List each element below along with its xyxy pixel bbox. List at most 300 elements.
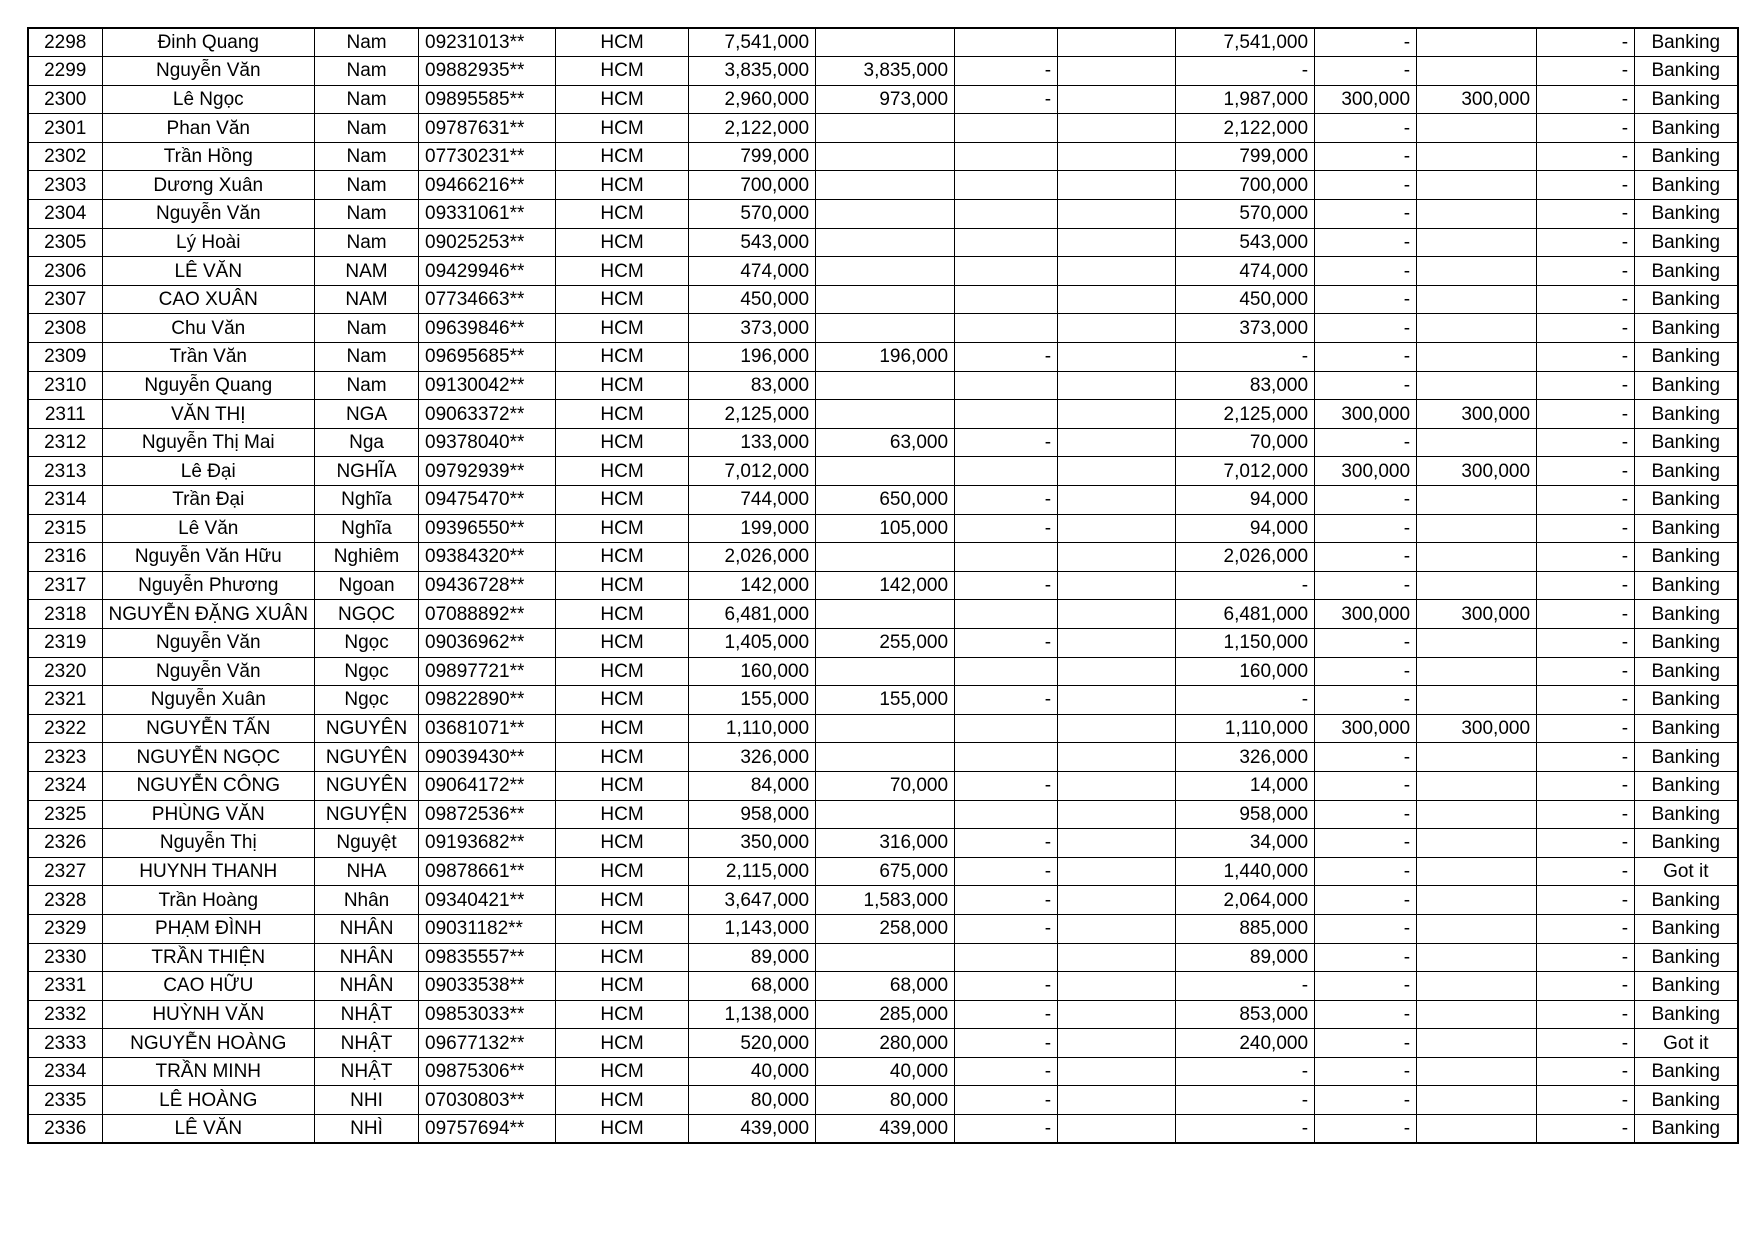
total-amount-cell: 89,000: [689, 943, 816, 972]
total-amount-cell: 2,122,000: [689, 114, 816, 143]
amount-col-8-cell: -: [955, 343, 1058, 372]
payment-method-cell: Banking: [1635, 1086, 1738, 1115]
city-cell: HCM: [556, 142, 689, 171]
payment-method-cell: Got it: [1635, 857, 1738, 886]
phone-cell: 09064172**: [419, 771, 556, 800]
amount-col-12-cell: [1417, 285, 1537, 314]
amount-col-9-cell: [1058, 285, 1176, 314]
amount-col-10-cell: 700,000: [1176, 171, 1315, 200]
table-row: [28, 114, 1738, 143]
row-number-cell: 2328: [28, 886, 102, 915]
table-row: [28, 1000, 1738, 1029]
city-cell: HCM: [556, 800, 689, 829]
amount-col-13-cell: -: [1537, 486, 1635, 515]
table-row: [28, 914, 1738, 943]
amount-col-9-cell: [1058, 657, 1176, 686]
row-number-cell: 2333: [28, 1029, 102, 1058]
table-row: [28, 85, 1738, 114]
first-name-cell: Ngọc: [315, 628, 419, 657]
amount-col-9-cell: [1058, 400, 1176, 429]
amount-col-12-cell: [1417, 543, 1537, 572]
payment-method-cell: Banking: [1635, 114, 1738, 143]
amount-col-13-cell: -: [1537, 314, 1635, 343]
amount-col-10-cell: -: [1176, 1115, 1315, 1144]
amount-col-10-cell: 2,122,000: [1176, 114, 1315, 143]
city-cell: HCM: [556, 686, 689, 715]
first-name-cell: NHẬT: [315, 1029, 419, 1058]
amount-col-8-cell: [955, 200, 1058, 229]
amount-col-13-cell: -: [1537, 829, 1635, 858]
city-cell: HCM: [556, 85, 689, 114]
amount-col-7-cell: [816, 171, 955, 200]
amount-col-8-cell: -: [955, 1086, 1058, 1115]
phone-cell: 07030803**: [419, 1086, 556, 1115]
total-amount-cell: 80,000: [689, 1086, 816, 1115]
city-cell: HCM: [556, 257, 689, 286]
city-cell: HCM: [556, 886, 689, 915]
amount-col-12-cell: [1417, 972, 1537, 1001]
city-cell: HCM: [556, 228, 689, 257]
last-name-cell: Lý Hoài: [102, 228, 315, 257]
total-amount-cell: 799,000: [689, 142, 816, 171]
amount-col-8-cell: [955, 743, 1058, 772]
amount-col-10-cell: 1,440,000: [1176, 857, 1315, 886]
amount-col-10-cell: 958,000: [1176, 800, 1315, 829]
row-number-cell: 2329: [28, 914, 102, 943]
first-name-cell: Nam: [315, 228, 419, 257]
amount-col-12-cell: [1417, 914, 1537, 943]
amount-col-8-cell: [955, 714, 1058, 743]
amount-col-7-cell: [816, 142, 955, 171]
first-name-cell: Nam: [315, 114, 419, 143]
phone-cell: 09882935**: [419, 57, 556, 86]
amount-col-11-cell: -: [1315, 28, 1417, 57]
last-name-cell: CAO XUÂN: [102, 285, 315, 314]
amount-col-7-cell: [816, 657, 955, 686]
first-name-cell: NHÂN: [315, 914, 419, 943]
amount-col-9-cell: [1058, 1086, 1176, 1115]
amount-col-9-cell: [1058, 1000, 1176, 1029]
row-number-cell: 2316: [28, 543, 102, 572]
amount-col-10-cell: 326,000: [1176, 743, 1315, 772]
amount-col-13-cell: -: [1537, 285, 1635, 314]
amount-col-13-cell: -: [1537, 1000, 1635, 1029]
first-name-cell: Ngọc: [315, 686, 419, 715]
payment-method-cell: Banking: [1635, 343, 1738, 372]
table-row: [28, 1029, 1738, 1058]
amount-col-9-cell: [1058, 228, 1176, 257]
amount-col-13-cell: -: [1537, 1057, 1635, 1086]
phone-cell: 09231013**: [419, 28, 556, 57]
amount-col-11-cell: -: [1315, 428, 1417, 457]
phone-cell: 09039430**: [419, 743, 556, 772]
first-name-cell: NAM: [315, 285, 419, 314]
phone-cell: 03681071**: [419, 714, 556, 743]
amount-col-8-cell: [955, 657, 1058, 686]
city-cell: HCM: [556, 57, 689, 86]
amount-col-12-cell: [1417, 943, 1537, 972]
city-cell: HCM: [556, 771, 689, 800]
amount-col-12-cell: [1417, 857, 1537, 886]
payment-method-cell: Banking: [1635, 514, 1738, 543]
first-name-cell: Nam: [315, 314, 419, 343]
amount-col-9-cell: [1058, 257, 1176, 286]
first-name-cell: NHÂN: [315, 943, 419, 972]
amount-col-8-cell: -: [955, 1000, 1058, 1029]
total-amount-cell: 1,110,000: [689, 714, 816, 743]
city-cell: HCM: [556, 943, 689, 972]
amount-col-9-cell: [1058, 28, 1176, 57]
city-cell: HCM: [556, 914, 689, 943]
amount-col-13-cell: -: [1537, 943, 1635, 972]
amount-col-12-cell: [1417, 514, 1537, 543]
amount-col-7-cell: [816, 228, 955, 257]
first-name-cell: Nam: [315, 85, 419, 114]
amount-col-9-cell: [1058, 200, 1176, 229]
amount-col-11-cell: -: [1315, 886, 1417, 915]
total-amount-cell: 744,000: [689, 486, 816, 515]
amount-col-12-cell: 300,000: [1417, 457, 1537, 486]
amount-col-10-cell: 14,000: [1176, 771, 1315, 800]
amount-col-10-cell: 2,026,000: [1176, 543, 1315, 572]
payment-method-cell: Banking: [1635, 228, 1738, 257]
city-cell: HCM: [556, 400, 689, 429]
amount-col-12-cell: [1417, 771, 1537, 800]
row-number-cell: 2323: [28, 743, 102, 772]
amount-col-11-cell: -: [1315, 1029, 1417, 1058]
amount-col-8-cell: [955, 171, 1058, 200]
table-row: [28, 714, 1738, 743]
amount-col-9-cell: [1058, 800, 1176, 829]
phone-cell: 09031182**: [419, 914, 556, 943]
amount-col-9-cell: [1058, 943, 1176, 972]
first-name-cell: Nguyệt: [315, 829, 419, 858]
amount-col-13-cell: -: [1537, 914, 1635, 943]
amount-col-11-cell: -: [1315, 914, 1417, 943]
amount-col-9-cell: [1058, 1029, 1176, 1058]
amount-col-9-cell: [1058, 914, 1176, 943]
first-name-cell: Nam: [315, 142, 419, 171]
amount-col-12-cell: [1417, 114, 1537, 143]
amount-col-13-cell: -: [1537, 171, 1635, 200]
city-cell: HCM: [556, 743, 689, 772]
payment-method-cell: Banking: [1635, 743, 1738, 772]
amount-col-10-cell: 450,000: [1176, 285, 1315, 314]
amount-col-13-cell: -: [1537, 200, 1635, 229]
city-cell: HCM: [556, 371, 689, 400]
row-number-cell: 2313: [28, 457, 102, 486]
amount-col-13-cell: -: [1537, 543, 1635, 572]
amount-col-7-cell: 285,000: [816, 1000, 955, 1029]
first-name-cell: Nga: [315, 428, 419, 457]
total-amount-cell: 1,405,000: [689, 628, 816, 657]
amount-col-7-cell: 196,000: [816, 343, 955, 372]
amount-col-13-cell: -: [1537, 514, 1635, 543]
row-number-cell: 2300: [28, 85, 102, 114]
first-name-cell: Nghĩa: [315, 514, 419, 543]
last-name-cell: Chu Văn: [102, 314, 315, 343]
amount-col-11-cell: -: [1315, 57, 1417, 86]
last-name-cell: HUYNH THANH: [102, 857, 315, 886]
city-cell: HCM: [556, 457, 689, 486]
phone-cell: 09853033**: [419, 1000, 556, 1029]
table-row: [28, 829, 1738, 858]
amount-col-10-cell: -: [1176, 1086, 1315, 1115]
phone-cell: 09875306**: [419, 1057, 556, 1086]
phone-cell: 09063372**: [419, 400, 556, 429]
amount-col-9-cell: [1058, 57, 1176, 86]
row-number-cell: 2318: [28, 600, 102, 629]
amount-col-12-cell: [1417, 686, 1537, 715]
amount-col-12-cell: [1417, 486, 1537, 515]
amount-col-13-cell: -: [1537, 85, 1635, 114]
amount-col-7-cell: [816, 457, 955, 486]
amount-col-10-cell: 543,000: [1176, 228, 1315, 257]
total-amount-cell: 83,000: [689, 371, 816, 400]
amount-col-7-cell: [816, 400, 955, 429]
amount-col-13-cell: -: [1537, 714, 1635, 743]
amount-col-12-cell: [1417, 628, 1537, 657]
amount-col-10-cell: 2,064,000: [1176, 886, 1315, 915]
row-number-cell: 2306: [28, 257, 102, 286]
last-name-cell: PHÙNG VĂN: [102, 800, 315, 829]
payment-method-cell: Banking: [1635, 571, 1738, 600]
row-number-cell: 2303: [28, 171, 102, 200]
amount-col-8-cell: -: [955, 428, 1058, 457]
phone-cell: 09677132**: [419, 1029, 556, 1058]
phone-cell: 07730231**: [419, 142, 556, 171]
city-cell: HCM: [556, 714, 689, 743]
first-name-cell: NHẬT: [315, 1000, 419, 1029]
amount-col-8-cell: [955, 543, 1058, 572]
phone-cell: 09475470**: [419, 486, 556, 515]
first-name-cell: Nam: [315, 200, 419, 229]
city-cell: HCM: [556, 1115, 689, 1144]
row-number-cell: 2324: [28, 771, 102, 800]
total-amount-cell: 958,000: [689, 800, 816, 829]
amount-col-8-cell: [955, 371, 1058, 400]
total-amount-cell: 1,143,000: [689, 914, 816, 943]
amount-col-13-cell: -: [1537, 28, 1635, 57]
amount-col-13-cell: -: [1537, 228, 1635, 257]
last-name-cell: Lê Đại: [102, 457, 315, 486]
city-cell: HCM: [556, 972, 689, 1001]
amount-col-13-cell: -: [1537, 257, 1635, 286]
city-cell: HCM: [556, 314, 689, 343]
row-number-cell: 2305: [28, 228, 102, 257]
phone-cell: 09466216**: [419, 171, 556, 200]
payment-method-cell: Banking: [1635, 142, 1738, 171]
amount-col-8-cell: [955, 142, 1058, 171]
row-number-cell: 2304: [28, 200, 102, 229]
payment-method-cell: Banking: [1635, 943, 1738, 972]
amount-col-13-cell: -: [1537, 371, 1635, 400]
last-name-cell: NGUYỄN TẤN: [102, 714, 315, 743]
amount-col-7-cell: 3,835,000: [816, 57, 955, 86]
row-number-cell: 2312: [28, 428, 102, 457]
payment-method-cell: Banking: [1635, 314, 1738, 343]
city-cell: HCM: [556, 28, 689, 57]
phone-cell: 09033538**: [419, 972, 556, 1001]
total-amount-cell: 84,000: [689, 771, 816, 800]
row-number-cell: 2319: [28, 628, 102, 657]
total-amount-cell: 570,000: [689, 200, 816, 229]
amount-col-9-cell: [1058, 714, 1176, 743]
amount-col-10-cell: 7,012,000: [1176, 457, 1315, 486]
table-row: [28, 686, 1738, 715]
amount-col-8-cell: -: [955, 1057, 1058, 1086]
first-name-cell: NHÂN: [315, 972, 419, 1001]
city-cell: HCM: [556, 114, 689, 143]
row-number-cell: 2302: [28, 142, 102, 171]
amount-col-12-cell: 300,000: [1417, 85, 1537, 114]
city-cell: HCM: [556, 543, 689, 572]
amount-col-9-cell: [1058, 142, 1176, 171]
first-name-cell: NHÌ: [315, 1115, 419, 1144]
amount-col-12-cell: [1417, 1057, 1537, 1086]
first-name-cell: NGỌC: [315, 600, 419, 629]
last-name-cell: Nguyễn Thị Mai: [102, 428, 315, 457]
phone-cell: 09436728**: [419, 571, 556, 600]
amount-col-9-cell: [1058, 457, 1176, 486]
last-name-cell: Nguyễn Văn: [102, 200, 315, 229]
phone-cell: 07088892**: [419, 600, 556, 629]
amount-col-9-cell: [1058, 486, 1176, 515]
table-row: [28, 428, 1738, 457]
total-amount-cell: 2,115,000: [689, 857, 816, 886]
amount-col-10-cell: -: [1176, 1057, 1315, 1086]
amount-col-11-cell: -: [1315, 200, 1417, 229]
total-amount-cell: 1,138,000: [689, 1000, 816, 1029]
amount-col-7-cell: 439,000: [816, 1115, 955, 1144]
amount-col-12-cell: [1417, 743, 1537, 772]
amount-col-11-cell: -: [1315, 686, 1417, 715]
first-name-cell: NHI: [315, 1086, 419, 1115]
amount-col-12-cell: [1417, 829, 1537, 858]
table-row: [28, 943, 1738, 972]
table-row: [28, 400, 1738, 429]
amount-col-12-cell: [1417, 200, 1537, 229]
amount-col-11-cell: -: [1315, 114, 1417, 143]
amount-col-10-cell: 2,125,000: [1176, 400, 1315, 429]
amount-col-10-cell: 799,000: [1176, 142, 1315, 171]
total-amount-cell: 6,481,000: [689, 600, 816, 629]
payment-method-cell: Banking: [1635, 57, 1738, 86]
last-name-cell: Nguyễn Văn: [102, 628, 315, 657]
row-number-cell: 2314: [28, 486, 102, 515]
first-name-cell: Nghĩa: [315, 486, 419, 515]
amount-col-10-cell: 89,000: [1176, 943, 1315, 972]
table-row: [28, 972, 1738, 1001]
amount-col-8-cell: -: [955, 85, 1058, 114]
phone-cell: 09897721**: [419, 657, 556, 686]
amount-col-11-cell: -: [1315, 514, 1417, 543]
amount-col-8-cell: -: [955, 829, 1058, 858]
payment-method-cell: Banking: [1635, 628, 1738, 657]
payment-method-cell: Banking: [1635, 714, 1738, 743]
total-amount-cell: 199,000: [689, 514, 816, 543]
amount-col-7-cell: 105,000: [816, 514, 955, 543]
payment-method-cell: Got it: [1635, 1029, 1738, 1058]
amount-col-7-cell: 255,000: [816, 628, 955, 657]
amount-col-8-cell: [955, 400, 1058, 429]
total-amount-cell: 196,000: [689, 343, 816, 372]
amount-col-9-cell: [1058, 857, 1176, 886]
row-number-cell: 2336: [28, 1115, 102, 1144]
amount-col-9-cell: [1058, 543, 1176, 572]
amount-col-13-cell: -: [1537, 57, 1635, 86]
amount-col-12-cell: [1417, 142, 1537, 171]
amount-col-8-cell: [955, 800, 1058, 829]
payment-method-cell: Banking: [1635, 28, 1738, 57]
amount-col-7-cell: [816, 600, 955, 629]
payment-method-cell: Banking: [1635, 257, 1738, 286]
row-number-cell: 2321: [28, 686, 102, 715]
last-name-cell: Lê Văn: [102, 514, 315, 543]
amount-col-10-cell: 94,000: [1176, 514, 1315, 543]
last-name-cell: Nguyễn Văn Hữu: [102, 543, 315, 572]
last-name-cell: Phan Văn: [102, 114, 315, 143]
row-number-cell: 2320: [28, 657, 102, 686]
amount-col-11-cell: -: [1315, 628, 1417, 657]
amount-col-10-cell: 1,987,000: [1176, 85, 1315, 114]
amount-col-7-cell: [816, 743, 955, 772]
amount-col-7-cell: [816, 285, 955, 314]
last-name-cell: HUỲNH VĂN: [102, 1000, 315, 1029]
amount-col-13-cell: -: [1537, 886, 1635, 915]
amount-col-8-cell: -: [955, 886, 1058, 915]
amount-col-7-cell: 80,000: [816, 1086, 955, 1115]
phone-cell: 09331061**: [419, 200, 556, 229]
last-name-cell: Nguyễn Phương: [102, 571, 315, 600]
amount-col-9-cell: [1058, 886, 1176, 915]
phone-cell: 09822890**: [419, 686, 556, 715]
amount-col-13-cell: -: [1537, 657, 1635, 686]
row-number-cell: 2330: [28, 943, 102, 972]
phone-cell: 09792939**: [419, 457, 556, 486]
phone-cell: 09429946**: [419, 257, 556, 286]
amount-col-10-cell: -: [1176, 571, 1315, 600]
amount-col-9-cell: [1058, 171, 1176, 200]
amount-col-7-cell: 675,000: [816, 857, 955, 886]
row-number-cell: 2331: [28, 972, 102, 1001]
amount-col-8-cell: -: [955, 628, 1058, 657]
payment-method-cell: Banking: [1635, 285, 1738, 314]
data-table: [27, 27, 1739, 1144]
amount-col-9-cell: [1058, 571, 1176, 600]
last-name-cell: Nguyễn Thị: [102, 829, 315, 858]
table-row: [28, 257, 1738, 286]
amount-col-13-cell: -: [1537, 114, 1635, 143]
phone-cell: 09130042**: [419, 371, 556, 400]
amount-col-7-cell: 280,000: [816, 1029, 955, 1058]
city-cell: HCM: [556, 1086, 689, 1115]
table-row: [28, 800, 1738, 829]
first-name-cell: NGUYÊN: [315, 771, 419, 800]
first-name-cell: NGA: [315, 400, 419, 429]
last-name-cell: Trần Đại: [102, 486, 315, 515]
table-row: [28, 771, 1738, 800]
total-amount-cell: 326,000: [689, 743, 816, 772]
last-name-cell: LÊ VĂN: [102, 257, 315, 286]
amount-col-13-cell: -: [1537, 343, 1635, 372]
amount-col-11-cell: -: [1315, 857, 1417, 886]
table-row: [28, 142, 1738, 171]
amount-col-13-cell: -: [1537, 571, 1635, 600]
amount-col-8-cell: -: [955, 771, 1058, 800]
last-name-cell: NGUYỄN HOÀNG: [102, 1029, 315, 1058]
amount-col-13-cell: -: [1537, 1115, 1635, 1144]
